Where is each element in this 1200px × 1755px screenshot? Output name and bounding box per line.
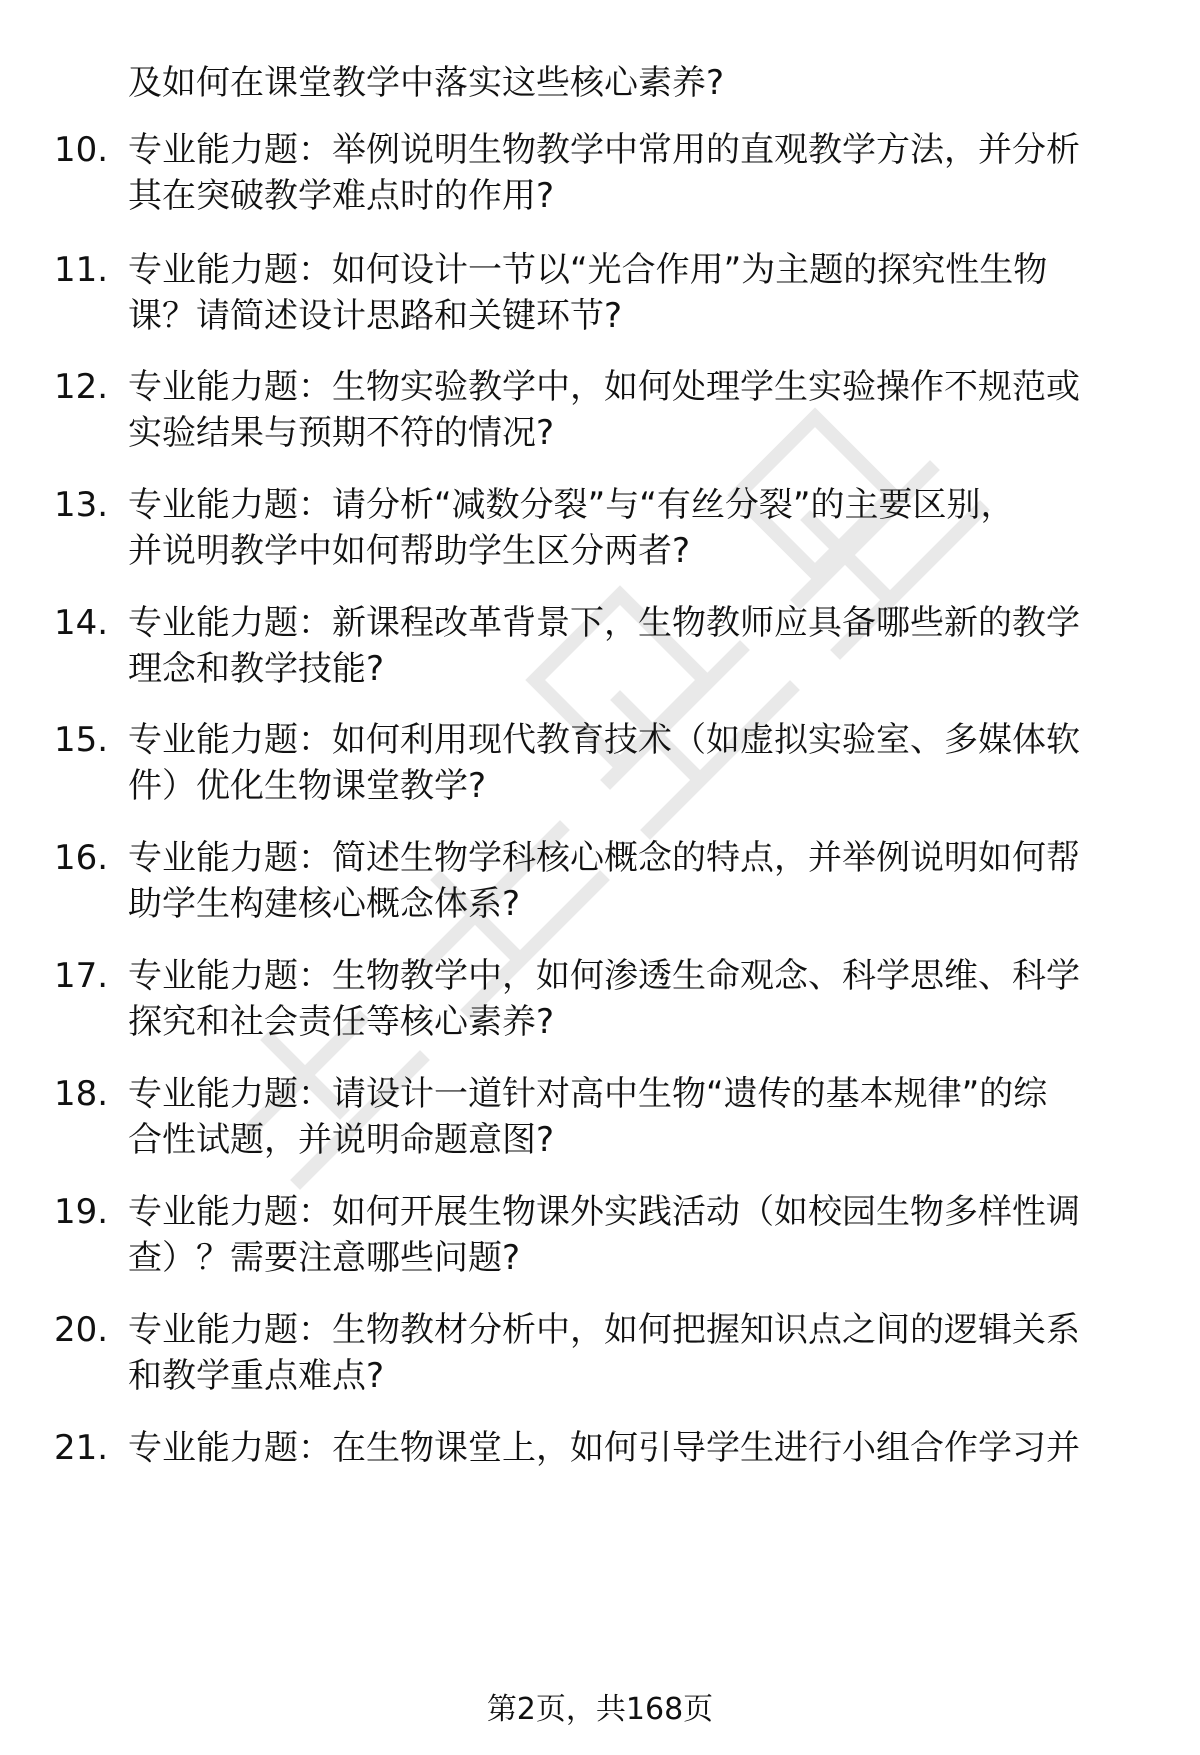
item-text-line2: 和教学重点难点? xyxy=(128,1356,385,1396)
item-text-line2: 其在突破教学难点时的作用? xyxy=(128,176,555,216)
item-text-line1: 专业能力题：如何设计一节以“光合作用”为主题的探究性生物 xyxy=(128,250,1048,290)
item-text-line1: 专业能力题：生物教材分析中，如何把握知识点之间的逻辑关系 xyxy=(128,1310,1080,1350)
item-text-line1: 专业能力题：简述生物学科核心概念的特点，并举例说明如何帮 xyxy=(128,838,1080,878)
item-text-line1: 专业能力题：举例说明生物教学中常用的直观教学方法，并分析 xyxy=(128,130,1080,170)
item-text-line2: 查）？需要注意哪些问题? xyxy=(128,1238,521,1278)
item-text-line2: 实验结果与预期不符的情况? xyxy=(128,413,555,453)
item-text-line1: 专业能力题：如何开展生物课外实践活动（如校园生物多样性调 xyxy=(128,1192,1080,1232)
item-number: 14. xyxy=(54,603,109,643)
item-text-line2: 课？请简述设计思路和关键环节? xyxy=(128,296,623,336)
item-number: 13. xyxy=(54,485,109,525)
page-number-footer: 第2页，共168页 xyxy=(486,1692,714,1727)
item-text-line1: 专业能力题：新课程改革背景下，生物教师应具备哪些新的教学 xyxy=(128,603,1080,643)
item-number: 11. xyxy=(54,250,109,290)
item-number: 10. xyxy=(54,130,109,170)
item-number: 18. xyxy=(54,1074,109,1114)
continuation-text: 及如何在课堂教学中落实这些核心素养? xyxy=(128,63,725,103)
item-number: 20. xyxy=(54,1310,109,1350)
item-text-line1: 专业能力题：生物教学中，如何渗透生命观念、科学思维、科学 xyxy=(128,956,1080,996)
item-number: 17. xyxy=(54,956,109,996)
item-text-line2: 理念和教学技能? xyxy=(128,649,385,689)
item-text-line1: 专业能力题：如何利用现代教育技术（如虚拟实验室、多媒体软 xyxy=(128,720,1080,760)
item-text-line2: 探究和社会责任等核心素养? xyxy=(128,1002,555,1042)
item-text-line2: 合性试题，并说明命题意图? xyxy=(128,1120,555,1160)
item-number: 12. xyxy=(54,367,109,407)
item-text-line1: 专业能力题：请设计一道针对高中生物“遗传的基本规律”的综 xyxy=(128,1074,1048,1114)
item-text-line1: 专业能力题：请分析“减数分裂”与“有丝分裂”的主要区别， xyxy=(128,485,1015,525)
item-number: 19. xyxy=(54,1192,109,1232)
item-text-line2: 并说明教学中如何帮助学生区分两者? xyxy=(128,531,691,571)
item-text-line1: 专业能力题：生物实验教学中，如何处理学生实验操作不规范或 xyxy=(128,367,1080,407)
item-text-line1: 专业能力题：在生物课堂上，如何引导学生进行小组合作学习并 xyxy=(128,1428,1080,1468)
item-number: 15. xyxy=(54,720,109,760)
item-number: 16. xyxy=(54,838,109,878)
item-text-line2: 件）优化生物课堂教学? xyxy=(128,766,487,806)
item-number: 21. xyxy=(54,1428,109,1468)
item-text-line2: 助学生构建核心概念体系? xyxy=(128,884,521,924)
